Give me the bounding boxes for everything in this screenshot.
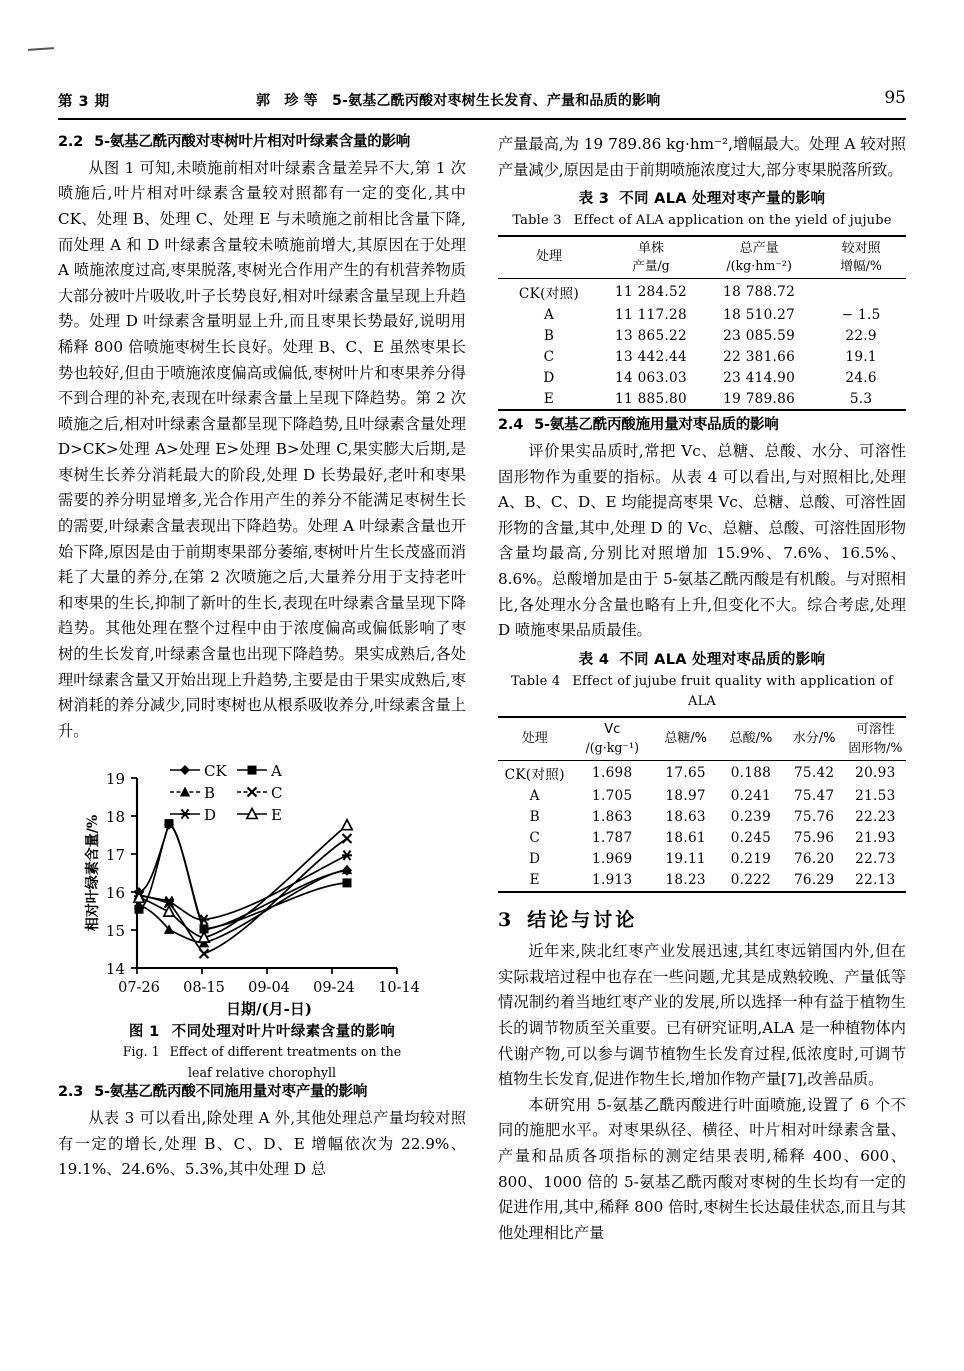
legend-label-CK: CK [204, 762, 227, 781]
figure-caption-en-line2: leaf relative chorophyll [187, 1064, 336, 1080]
section-title: 结论与讨论 [527, 908, 638, 931]
cell-total-yield: 23 414.90 [723, 369, 796, 386]
section-number: 2.2 [58, 134, 84, 150]
section-number: 2.4 [498, 417, 524, 434]
cell-per-plant: 13 865.22 [615, 327, 687, 344]
cell-per-plant: 11 117.28 [615, 306, 687, 323]
legend-label-D: D [204, 806, 217, 825]
x-axis-label: 日期/(月-日) [226, 1000, 312, 1019]
cell-vc: 1.698 [571, 760, 653, 786]
table-4-block [498, 650, 906, 893]
table-row [498, 870, 906, 892]
y-tick-labels [106, 770, 125, 978]
paragraph-discussion-2: 本研究用 5-氨基乙酰丙酸进行叶面喷施,设置了 6 个不同的施肥水平。对枣果纵径、横径、叶片相对叶绿素含量、产量和品质各项指标的测定结果表明,稀释 400、600、800、1000 倍的 5-氨基乙酰丙酸对枣树的生长均有一定的促进作用,其中,稀释 800 倍时,枣树生长达最佳状态,而且与其他处理相比产量 [498, 1095, 906, 1242]
cell-increase: 5.3 [816, 388, 906, 410]
table-4-col-vc: Vc /(g·kg⁻¹) [571, 717, 653, 760]
table-row [498, 786, 906, 807]
section-heading-2-2 [58, 132, 466, 154]
table-4 [498, 716, 906, 893]
cell-treatment: E [498, 870, 571, 892]
cell-treatment: A [529, 788, 540, 805]
table-4-caption-cn: 不同 ALA 处理对枣品质的影响 [619, 651, 826, 668]
right-column [498, 132, 906, 1246]
figure-title-cn: 不同处理对叶片叶绿素含量的影响 [171, 1024, 396, 1041]
table-3-col-increase: 较对照 增幅/% [816, 236, 906, 279]
cell-moisture: 75.96 [793, 830, 835, 847]
legend-marker-C [248, 788, 257, 797]
table-3-label-en: Table 3 [512, 212, 562, 228]
figure-caption-en-line1 [58, 1042, 466, 1062]
cell-treatment: CK(对照) [498, 279, 600, 305]
cell-total-sugar: 19.11 [665, 851, 706, 868]
cell-total-yield: 18 788.72 [702, 279, 816, 305]
cell-per-plant: 13 442.44 [615, 348, 687, 365]
svg-text:07-26: 07-26 [118, 980, 160, 997]
table-3-header-row [498, 236, 906, 279]
svg-text:15: 15 [105, 922, 125, 941]
cell-total-sugar: 18.23 [653, 870, 718, 892]
figure-label-en: Fig. 1 [122, 1044, 160, 1060]
cell-vc: 1.969 [592, 851, 633, 868]
svg-text:10-14: 10-14 [378, 980, 420, 997]
table-4-label-en: Table 4 [510, 673, 561, 689]
table-3 [498, 235, 906, 412]
cell-total-acid: 0.239 [730, 809, 772, 826]
paragraph-discussion-1: 近年来,陕北红枣产业发展迅速,其红枣远销国内外,但在实际栽培过程中也存在一些问题,尤其是成熟较晚、产量低等情况制约着当地红枣产业的发展,所以选择一种有益于植物生长的调节物质至关重要。已有研究证明,ALA 是一种植物体内代谢产物,可以参与调节植物生长发育过程,低浓度时,可调节植物生长发育,促进作物生长,增加作物产量[7],改善品质。 [498, 942, 906, 1089]
cell-total-acid: 0.245 [730, 830, 772, 847]
paragraph-yield: 从表 3 可以看出,除处理 A 外,其他处理总产量均较对照有一定的增长,处理 B、C、D、E 增幅依次为 22.9%、19.1%、24.6%、5.3%,其中处理 D 总 [58, 1109, 466, 1179]
section-heading-3 [498, 907, 906, 934]
table-row [498, 304, 906, 325]
cell-moisture: 75.47 [793, 788, 835, 805]
figure-title-en-1: Effect of different treatments on the [169, 1044, 402, 1060]
cell-soluble-solids: 22.23 [855, 809, 896, 826]
cell-moisture: 75.42 [784, 760, 845, 786]
legend-label-B: B [204, 784, 216, 803]
table-4-col-total-acid: 总酸/% [718, 717, 783, 760]
section-title: 5-氨基乙酰丙酸不同施用量对枣产量的影响 [94, 1084, 368, 1101]
paragraph-quality: 评价果实品质时,常把 Vc、总糖、总酸、水分、可溶性固形物作为重要的指标。从表 4 可以看出,与对照相比,处理 A、B、C、D、E 均能提高枣果 Vc、总糖、总酸、可溶性固形物的含量,其中,处理 D 的 Vc、总糖、总酸、可溶性固形物含量均最高,分别比对照增加 15.9%、7.6%、16.5%、8.6%。总酸增加是由于 5-氨基乙酰丙酸是有机酸。与对照相比,各处理水分含量也略有上升,但变化不大。综合考虑,处理 D 喷施枣果品质最佳。 [498, 442, 906, 640]
cell-moisture: 76.29 [784, 870, 845, 892]
cell-vc: 1.705 [592, 788, 633, 805]
table-4-title-cn [498, 650, 906, 672]
cell-vc: 1.787 [592, 830, 633, 847]
table-3-title-en [498, 211, 906, 232]
svg-text:09-04: 09-04 [248, 980, 290, 997]
cell-moisture: 76.20 [793, 851, 835, 868]
svg-text:14: 14 [105, 960, 125, 979]
table-3-caption-en: Effect of ALA application on the yield of jujube [573, 212, 892, 228]
series-C-line [139, 839, 347, 954]
cell-vc: 1.863 [592, 809, 633, 826]
cell-treatment: B [529, 809, 540, 826]
table-3-col-per-plant: 单株 产量/g [600, 236, 702, 279]
table-4-label-cn: 表 4 [578, 651, 610, 668]
header-rule [58, 118, 906, 120]
table-3-col-treatment: 处理 [498, 236, 600, 279]
cell-moisture: 75.76 [793, 809, 835, 826]
section-title: 5-氨基乙酰丙酸对枣树叶片相对叶绿素含量的影响 [94, 134, 411, 150]
cell-soluble-solids: 21.93 [855, 830, 896, 847]
cell-per-plant: 11 885.80 [600, 388, 702, 410]
cell-soluble-solids: 20.93 [845, 760, 906, 786]
corner-mark [28, 47, 54, 51]
table-4-col-soluble-solids: 可溶性 固形物/% [845, 717, 906, 760]
cell-total-sugar: 18.61 [665, 830, 706, 847]
cell-soluble-solids: 22.13 [845, 870, 906, 892]
left-column [58, 132, 466, 1183]
running-head [58, 88, 906, 118]
cell-increase: 19.1 [845, 348, 877, 365]
cell-treatment: CK(对照) [498, 760, 571, 786]
cell-treatment: C [543, 348, 555, 365]
chlorophyll-line-chart [77, 756, 447, 1018]
paragraph-yield-continued: 产量最高,为 19 789.86 kg·hm⁻²,增幅最大。处理 A 较对照产量减少,原因是由于前期喷施浓度过大,部分枣果脱落所致。 [498, 135, 906, 179]
figure-label-cn: 图 1 [128, 1024, 160, 1041]
figure-caption-cn [58, 1020, 466, 1041]
legend-label-A: A [271, 762, 282, 781]
cell-treatment: B [543, 327, 555, 344]
cell-treatment: D [529, 851, 541, 868]
cell-total-acid: 0.222 [718, 870, 783, 892]
section-title: 5-氨基乙酰丙酸施用量对枣品质的影响 [534, 417, 779, 434]
chart-legend [170, 762, 282, 824]
legend-marker-A [248, 766, 257, 775]
table-row [498, 828, 906, 849]
table-row [498, 346, 906, 367]
table-4-col-treatment: 处理 [498, 717, 571, 760]
table-4-header-row [498, 717, 906, 760]
cell-increase: 24.6 [845, 369, 877, 386]
cell-treatment: E [498, 388, 600, 410]
table-row [498, 807, 906, 828]
svg-text:17: 17 [105, 846, 125, 865]
cell-total-yield: 18 510.27 [723, 306, 796, 323]
legend-marker-D [180, 810, 190, 819]
cell-increase: − 1.5 [841, 306, 881, 323]
y-axis-label: 相对叶绿素含量/% [85, 815, 101, 932]
cell-increase [816, 279, 906, 305]
cell-increase: 22.9 [845, 327, 877, 344]
svg-text:19: 19 [105, 770, 125, 789]
table-row [498, 325, 906, 346]
svg-text:18: 18 [105, 808, 125, 827]
article-title-short: 郭 珍 等 5-氨基乙酰丙酸对枣树生长发育、产量和品质的影响 [256, 93, 661, 109]
legend-marker-B [180, 787, 190, 797]
table-3-title-cn [498, 189, 906, 211]
table-3-caption-cn: 不同 ALA 处理对枣产量的影响 [619, 191, 826, 208]
table-row [498, 279, 906, 305]
paragraph-chlorophyll: 从图 1 可知,未喷施前相对叶绿素含量差异不大,第 1 次喷施后,叶片相对叶绿素含量较对照都有一定的变化,其中 CK、处理 B、处理 C、处理 E 与未喷施之前相比含量下降,而处理 A 和 D 叶绿素含量较未喷施前增大,其原因在于处理 A 喷施浓度过高,枣果脱落,枣树光合作用产生的有机营养物质大部分被叶片吸收,叶子长势良好,相对叶绿素含量呈现上升趋势。处理 D 叶绿素含量明显上升,而且枣果长势最好,说明用稀释 800 倍喷施枣树生长良好。处理 B、C、E 虽然枣果长势也较好,但由于喷施浓度偏高或偏低,枣树叶片和枣果养分得不到合理的补充,表现在叶绿素含量上呈现下降趋势。第 2 次喷施之后,相对叶绿素含量都呈现下降趋势,且叶绿素含量处理 D>CK>处理 A>处理 E>处理 B>处理 C,果实膨大后期,是枣树生长养分消耗最大的阶段,处理 D 长势最好,老叶和枣果需要的养分明显增多,光合作用产生的养分不能满足枣树生长的需要,叶绿素含量表现出下降趋势。处理 A 叶绿素含量也开始下降,原因是由于前期枣果部分萎缩,枣树叶片生长茂盛而消耗了大量的养分,在第 2 次喷施之后,大量养分用于支持老叶和枣果的生长,抑制了新叶的生长,表现在叶绿素含量呈现下降趋势。其他处理在整个过程中由于浓度偏高或偏低影响了枣树的生长发育,叶绿素含量也出现下降趋势。果实成熟后,各处理叶绿素含量又开始出现上升趋势,主要是由于果实成熟后,枣树消耗的养分减少,同时枣树也从根系吸收养分,叶绿素含量上升。 [58, 158, 466, 740]
legend-marker-CK [180, 765, 190, 775]
section-heading-2-3 [58, 1082, 466, 1104]
x-tick-labels [118, 980, 420, 996]
svg-text:08-15: 08-15 [183, 980, 225, 997]
cell-treatment: A [543, 306, 555, 323]
table-4-caption-en: Effect of jujube fruit quality with application of ALA [572, 673, 894, 710]
cell-treatment: C [529, 830, 541, 847]
table-row [498, 388, 906, 410]
section-heading-2-4 [498, 415, 906, 437]
figure-1 [58, 756, 466, 1082]
cell-total-sugar: 18.63 [665, 809, 706, 826]
cell-vc: 1.913 [571, 870, 653, 892]
issue-label: 第 3 期 [58, 94, 110, 110]
table-row [498, 367, 906, 388]
cell-per-plant: 11 284.52 [600, 279, 702, 305]
table-4-col-moisture: 水分/% [784, 717, 845, 760]
cell-total-yield: 19 789.86 [702, 388, 816, 410]
table-row [498, 760, 906, 786]
cell-soluble-solids: 21.53 [855, 788, 896, 805]
section-number: 2.3 [58, 1084, 84, 1101]
cell-total-yield: 22 381.66 [723, 348, 796, 365]
cell-per-plant: 14 063.03 [615, 369, 687, 386]
cell-total-sugar: 18.97 [665, 788, 706, 805]
legend-label-C: C [271, 784, 283, 803]
cell-treatment: D [543, 369, 555, 386]
cell-total-yield: 23 085.59 [723, 327, 796, 344]
table-3-col-total-yield: 总产量 /(kg·hm⁻²) [702, 236, 816, 279]
cell-soluble-solids: 22.73 [855, 851, 896, 868]
page-number: 95 [884, 88, 906, 108]
legend-label-E: E [271, 806, 282, 825]
cell-total-acid: 0.219 [730, 851, 772, 868]
table-4-col-total-sugar: 总糖/% [653, 717, 718, 760]
svg-text:16: 16 [105, 884, 125, 903]
series-C-markers [135, 834, 352, 958]
cell-total-sugar: 17.65 [653, 760, 718, 786]
svg-text:09-24: 09-24 [313, 980, 355, 997]
table-row [498, 849, 906, 870]
section-number: 3 [498, 908, 512, 931]
table-3-label-cn: 表 3 [578, 191, 610, 208]
cell-total-acid: 0.241 [730, 788, 772, 805]
table-4-title-en [498, 672, 906, 714]
table-3-block [498, 189, 906, 411]
cell-total-acid: 0.188 [718, 760, 783, 786]
